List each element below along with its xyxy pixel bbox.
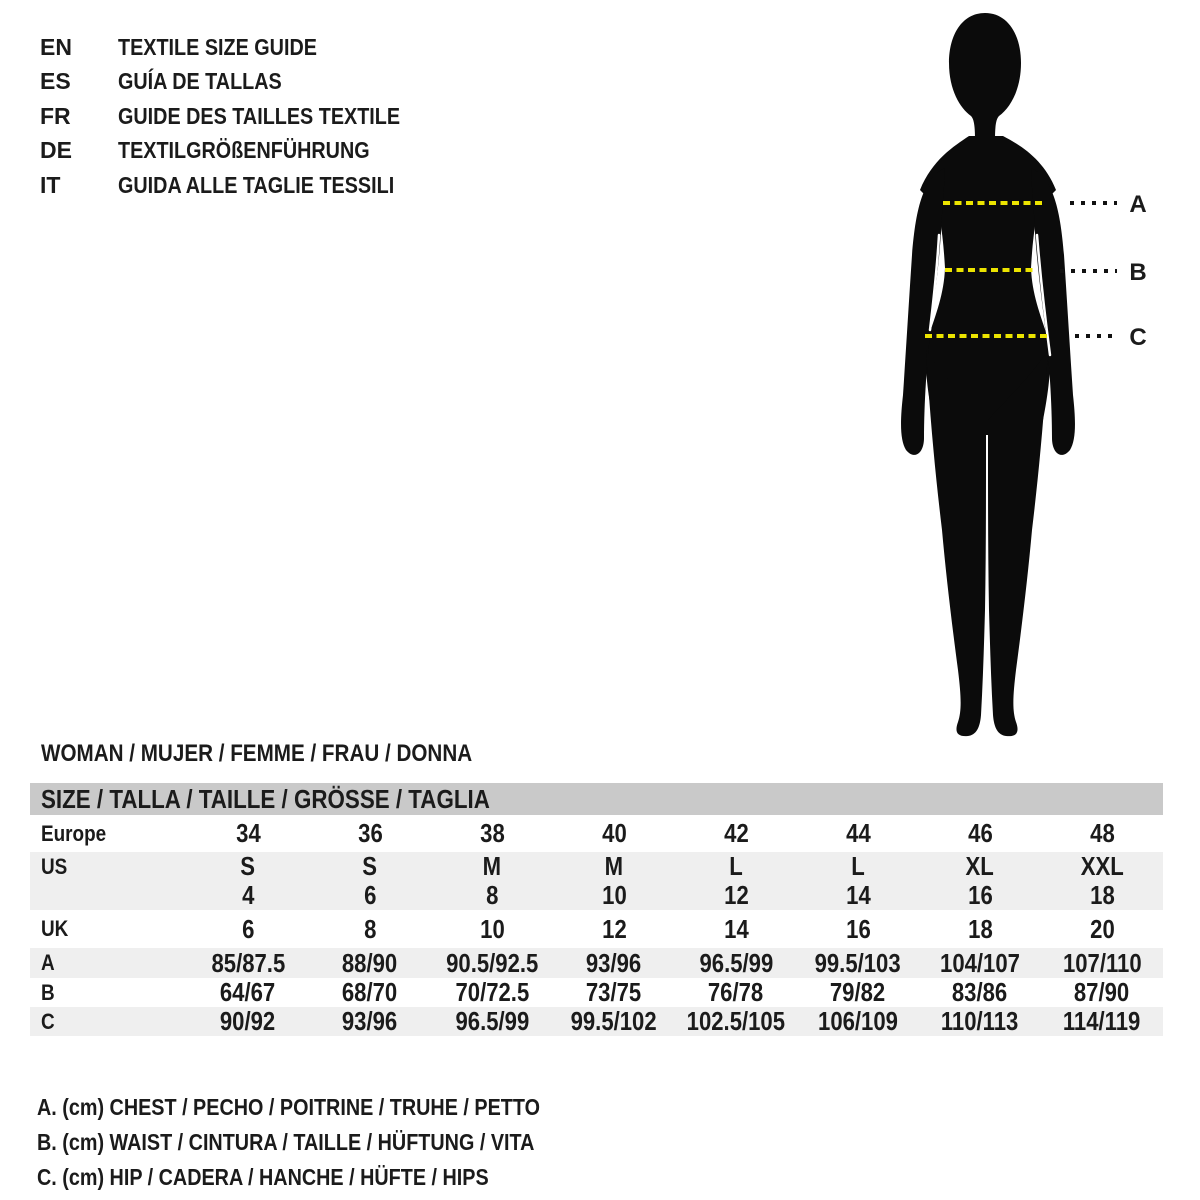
size-cell: [1041, 851, 1163, 882]
language-row-es: [40, 65, 446, 100]
language-guide-title: GUIDE DES TAILLES TEXTILE: [118, 102, 401, 129]
size-cell: [187, 818, 309, 849]
gender-section-title-text: WOMAN / MUJER / FEMME / FRAU / DONNA: [41, 740, 473, 767]
size-cell: [1041, 880, 1163, 911]
body-measurement-figure: [890, 0, 1160, 745]
size-cell: [431, 977, 553, 1008]
size-cell: [675, 948, 797, 979]
table-row: [30, 948, 1163, 978]
size-cell: [309, 948, 431, 979]
size-cell: [919, 914, 1041, 945]
size-cell: [919, 851, 1041, 882]
size-cell: [187, 948, 309, 979]
size-cell-text: 93/96: [586, 947, 642, 978]
size-cell-text: 79/82: [830, 977, 886, 1007]
size-cell: [431, 851, 553, 882]
table-row: [30, 881, 1163, 910]
size-cell: [553, 948, 675, 979]
size-cell-text: 96.5/99: [455, 1006, 529, 1036]
size-cell: [187, 977, 309, 1008]
measure-label-a: A: [1129, 191, 1147, 218]
size-cell: [919, 1006, 1041, 1037]
size-cell: [187, 914, 309, 945]
size-cell: [309, 977, 431, 1008]
language-title-list: [40, 30, 446, 203]
size-cell-text: L: [729, 851, 743, 881]
size-cell-text: 96.5/99: [699, 947, 773, 978]
size-cell: [553, 851, 675, 882]
size-cell-text: 14: [723, 913, 749, 944]
size-cell-text: L: [851, 851, 865, 881]
language-code: IT: [40, 171, 61, 198]
size-cell-text: 85/87.5: [211, 947, 285, 978]
size-cell: [675, 851, 797, 882]
size-cell: [309, 1006, 431, 1037]
size-cell: [797, 977, 919, 1008]
table-row: [30, 815, 1163, 852]
size-cell: [797, 948, 919, 979]
row-label-text: Europe: [41, 820, 107, 846]
size-cell: [1041, 914, 1163, 945]
language-guide-title: GUIDA ALLE TAGLIE TESSILI: [118, 171, 395, 198]
size-cell-text: 34: [235, 818, 261, 848]
row-label: [30, 916, 187, 942]
row-label: [30, 854, 187, 880]
size-cell-text: S: [362, 851, 378, 881]
size-cell-text: 114/119: [1063, 1006, 1141, 1036]
size-cell: [187, 851, 309, 882]
size-cell: [431, 880, 553, 911]
size-cell-text: 106/109: [818, 1006, 898, 1036]
measure-label-c: C: [1129, 324, 1147, 351]
size-cell-text: 4: [241, 880, 255, 910]
legend-line-text: B. (cm) WAIST / CINTURA / TAILLE / HÜFTUNG / VITA: [37, 1129, 535, 1155]
size-cell-text: 6: [363, 880, 377, 910]
size-cell-text: 38: [479, 818, 505, 848]
size-cell-text: 68/70: [342, 977, 398, 1007]
size-cell: [553, 818, 675, 849]
size-cell: [431, 948, 553, 979]
size-cell: [431, 1006, 553, 1037]
size-cell: [431, 818, 553, 849]
size-cell-text: 87/90: [1074, 977, 1130, 1007]
row-label-text: A: [41, 950, 55, 975]
size-cell-text: 110/113: [941, 1006, 1019, 1036]
language-row-en: [40, 30, 446, 65]
row-label: [30, 950, 187, 976]
size-cell-text: 46: [967, 818, 993, 848]
size-cell-text: 73/75: [586, 977, 642, 1007]
size-cell: [309, 818, 431, 849]
woman-silhouette-svg: [890, 0, 1160, 745]
size-table-header: [30, 783, 1163, 815]
size-cell: [675, 914, 797, 945]
size-cell: [1041, 948, 1163, 979]
size-cell-text: 40: [601, 818, 627, 848]
language-code: ES: [40, 68, 71, 95]
language-code: EN: [40, 33, 72, 60]
size-cell: [675, 977, 797, 1008]
language-guide-title: GUÍA DE TALLAS: [118, 68, 282, 95]
size-cell-text: 99.5/103: [814, 947, 902, 978]
table-row: [30, 910, 1163, 948]
size-cell: [309, 880, 431, 911]
row-label: [30, 821, 187, 847]
row-label-text: US: [41, 853, 68, 879]
size-cell: [553, 880, 675, 911]
size-cell: [553, 1006, 675, 1037]
table-row: [30, 978, 1163, 1007]
language-code: DE: [40, 137, 72, 164]
size-cell-text: 8: [485, 880, 499, 910]
size-cell-text: 83/86: [952, 977, 1008, 1007]
language-code: FR: [40, 102, 71, 129]
row-label: [30, 883, 187, 909]
legend-line: [37, 1125, 622, 1160]
size-cell-text: 16: [967, 880, 993, 910]
size-cell-text: 18: [1089, 880, 1115, 910]
legend-line: [37, 1160, 622, 1195]
size-cell-text: 48: [1089, 818, 1115, 848]
row-label: [30, 980, 187, 1006]
legend-line-text: A. (cm) CHEST / PECHO / POITRINE / TRUHE / PETTO: [37, 1094, 540, 1120]
size-cell: [187, 880, 309, 911]
size-cell: [797, 818, 919, 849]
language-guide-title: TEXTILGRÖßENFÜHRUNG: [118, 137, 370, 164]
size-table-body: [30, 815, 1163, 1036]
row-label-text: B: [41, 979, 55, 1005]
size-cell-text: 90.5/92.5: [445, 947, 539, 978]
size-cell-text: 14: [845, 880, 871, 910]
legend-line: [37, 1090, 622, 1125]
size-cell-text: 76/78: [708, 977, 764, 1007]
language-row-fr: [40, 99, 446, 134]
size-cell: [919, 977, 1041, 1008]
size-cell: [309, 914, 431, 945]
size-cell: [553, 914, 675, 945]
measurement-legend: [37, 1090, 622, 1195]
size-cell-text: 16: [845, 913, 871, 944]
size-cell-text: 44: [845, 818, 871, 848]
size-cell: [797, 1006, 919, 1037]
size-cell-text: S: [240, 851, 256, 881]
size-table-header-text: SIZE / TALLA / TAILLE / GRÖSSE / TAGLIA: [41, 783, 490, 814]
size-cell: [675, 818, 797, 849]
size-cell-text: 8: [363, 913, 377, 944]
size-cell: [797, 880, 919, 911]
size-cell: [553, 977, 675, 1008]
size-cell: [675, 880, 797, 911]
size-cell-text: 107/110: [1062, 947, 1142, 978]
size-cell-text: 90/92: [220, 1006, 276, 1036]
size-cell-text: 64/67: [220, 977, 276, 1007]
size-cell: [1041, 977, 1163, 1008]
table-row: [30, 1007, 1163, 1036]
size-cell-text: 10: [479, 913, 505, 944]
size-cell-text: 99.5/102: [570, 1006, 658, 1036]
language-guide-title: TEXTILE SIZE GUIDE: [118, 33, 317, 60]
size-cell-text: 12: [601, 913, 627, 944]
size-cell-text: 20: [1089, 913, 1115, 944]
size-cell-text: 104/107: [940, 947, 1020, 978]
size-cell-text: 10: [601, 880, 627, 910]
woman-silhouette: [901, 13, 1075, 736]
size-cell: [309, 851, 431, 882]
legend-line-text: C. (cm) HIP / CADERA / HANCHE / HÜFTE / HIPS: [37, 1164, 489, 1190]
size-cell-text: M: [604, 851, 624, 881]
size-cell-text: 102.5/105: [686, 1006, 786, 1036]
language-row-it: [40, 168, 446, 203]
language-row-de: [40, 134, 446, 169]
size-cell: [797, 851, 919, 882]
row-label-text: C: [41, 1008, 55, 1034]
size-cell-text: 88/90: [342, 947, 398, 978]
size-cell: [919, 818, 1041, 849]
gender-section-title: [41, 740, 542, 768]
size-cell: [1041, 1006, 1163, 1037]
row-label-text: UK: [41, 916, 69, 941]
size-cell-text: 70/72.5: [455, 977, 529, 1007]
size-cell-text: 12: [723, 880, 749, 910]
row-label: [30, 1009, 187, 1035]
size-cell-text: 6: [241, 913, 255, 944]
size-cell: [187, 1006, 309, 1037]
size-cell-text: 93/96: [342, 1006, 398, 1036]
size-cell-text: 42: [723, 818, 749, 848]
size-cell: [675, 1006, 797, 1037]
size-cell-text: XXL: [1080, 851, 1124, 881]
size-cell: [919, 880, 1041, 911]
size-cell-text: 18: [967, 913, 993, 944]
size-cell-text: M: [482, 851, 502, 881]
measure-label-b: B: [1129, 259, 1147, 286]
table-row: [30, 852, 1163, 881]
size-cell: [797, 914, 919, 945]
size-cell: [919, 948, 1041, 979]
size-cell: [1041, 818, 1163, 849]
size-table: [30, 783, 1163, 1036]
size-cell: [431, 914, 553, 945]
size-cell-text: XL: [965, 851, 995, 881]
size-cell-text: 36: [357, 818, 383, 848]
